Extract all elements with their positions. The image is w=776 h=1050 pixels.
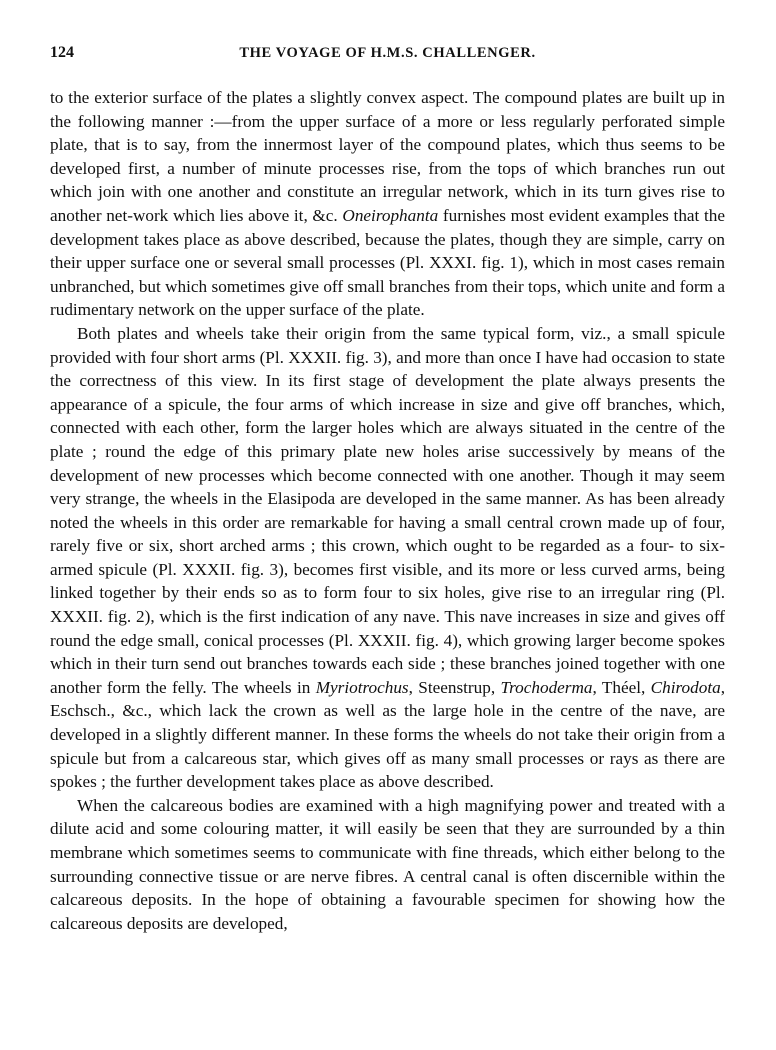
taxon-name: Myriotrochus: [315, 677, 409, 697]
taxon-name: Oneirophanta: [342, 205, 439, 225]
text-segment: Both plates and wheels take their origin from the same typical form, viz., a small spicule provided with four short arms (Pl. XXXII. fig. 3), and more than once I have had occasion to state the correctness of this view. In its first stage of development the plate always presents the appearance of a spicule, the four arms of which increase in size and give off branches, which, connected with each other, form the larger holes which are always situated in the centre of the plate ; round the edge of this primary plate new holes arise successively by means of the development of new processes which become connected with one another. Though it may seem very strange, the wheels in the Elasipoda are developed in the same manner. As has been already noted the wheels in this order are remarkable for having a small central crown made up of four, rarely five or six, short arched arms ; this crown, which ought to be regarded as a four- to six-armed spicule (Pl. XXXII. fig. 3), becomes first visible, and its more or less curved arms, being linked together by their ends so as to form four to six holes, give rise to an irregular ring (Pl. XXXII. fig. 2), which is the first indication of any nave. This nave increases in size and gives off round the edge small, conical processes (Pl. XXXII. fig. 4), which growing larger become spokes which in their turn send out branches towards each side ; these branches joined together with one another form the felly. The wheels in: [50, 323, 725, 697]
paragraph-2: [50, 322, 725, 794]
body-text: [50, 86, 725, 935]
paragraph-1: [50, 86, 725, 322]
text-segment: When the calcareous bodies are examined with a high magnifying power and treated with a dilute acid and some colouring matter, it will easily be seen that they are surrounded by a thin membrane which sometimes seems to communicate with fine threads, which either belong to the surrounding connective tissue or are nerve fibres. A central canal is often discernible within the calcareous deposits. In the hope of obtaining a favourable specimen for showing how the calcareous deposits are developed,: [50, 795, 725, 933]
page-number: 124: [50, 44, 74, 61]
taxon-name: Chirodota: [650, 677, 721, 697]
text-segment: , Théel,: [592, 677, 651, 697]
book-page: [50, 44, 725, 935]
running-title: THE VOYAGE OF H.M.S. CHALLENGER.: [239, 45, 536, 61]
taxon-name: Trochoderma: [500, 677, 593, 697]
text-segment: , Eschsch., &c., which lack the crown as well as the large hole in the centre of the nave, are developed in a slightly different manner. In these forms the wheels do not take their origin from a spicule but from a calcareous star, which gives off as many small processes or rays as there are spokes ; the further development takes place as above described.: [50, 677, 725, 792]
text-segment: furnishes most evident examples that the development takes place as above described, because the plates, though they are simple, carry on their upper surface one or several small processes (Pl. XXXI. fig. 1), which in most cases remain unbranched, but which sometimes give off small branches from their tops, which unite and form a rudimentary network on the upper surface of the plate.: [50, 205, 726, 320]
paragraph-3: [50, 794, 725, 936]
running-head: [50, 44, 725, 68]
text-segment: to the exterior surface of the plates a slightly convex aspect. The compound plates are built up in the following manner :—from the upper surface of a more or less regularly perforated simple plate, that is to say, from the innermost layer of the compound plates, which thus seems to be developed first, a number of minute processes rise, from the tops of which branches run out which join with one another and constitute an irregular network, which in its turn gives rise to another net-work which lies above it, &c.: [50, 88, 725, 225]
text-segment: , Steenstrup,: [408, 677, 501, 697]
